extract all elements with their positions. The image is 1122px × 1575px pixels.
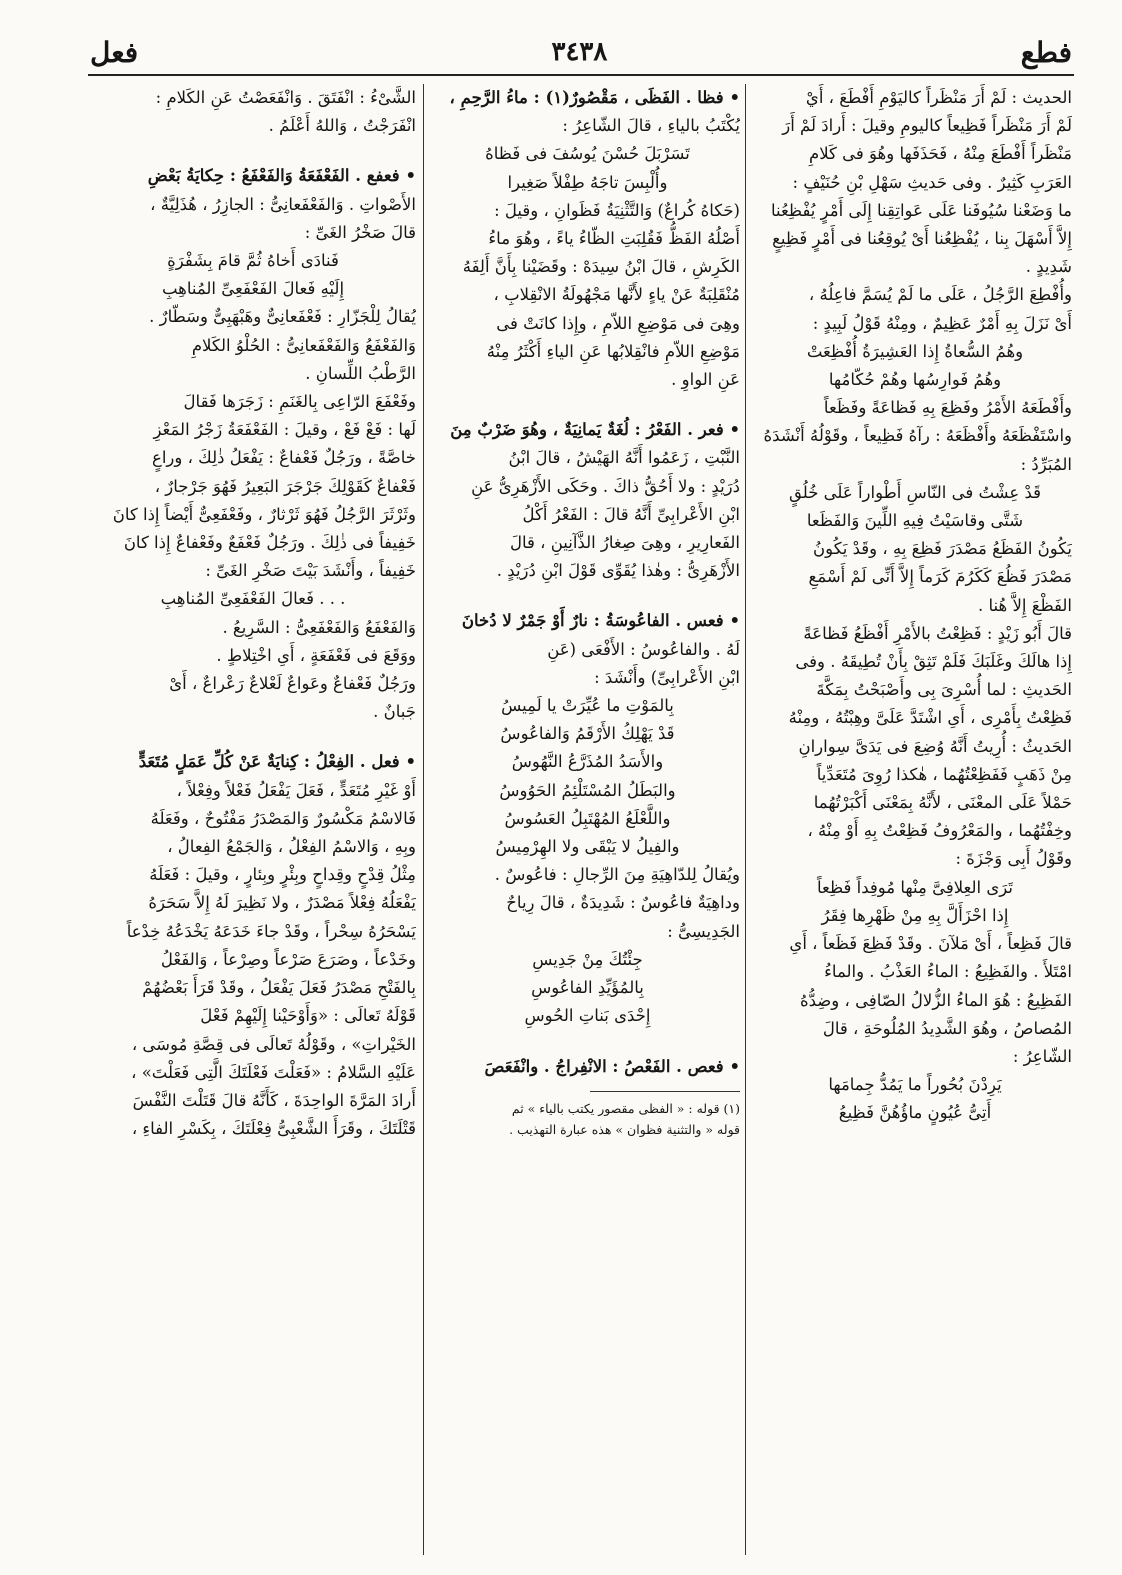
text-line: مِنْ ذَهَبٍ فَفَظِعْتُهُما ، هٰكذا رُوِىَ مُتَعَدِّياً — [816, 764, 1072, 784]
text-line: وبِهِ ، وَالاسْمُ الفِعْلُ ، وَالجَمْعُ الفِعالُ ، — [167, 837, 416, 857]
text-line: امْتَلأَ . والفَظِيعُ : الماءُ العَذْبُ . والماءُ — [824, 962, 1072, 982]
footnote-line: (١) قوله : « الفظى مقصور يكتب بالياء » ثم — [511, 1100, 740, 1116]
text-line: لَمْ أَرَ مَنْظَراً فَظِيعاً كاليومِ وقيلَ : أَرادَ لَمْ أَرَ — [782, 116, 1072, 136]
text-line: فَالاسْمُ مَكْسُورٌ وَالمَصْدَرُ مَفْتُوحٌ ، وفَعَلَهُ — [150, 808, 416, 828]
verse-line: يَرِدْنَ بُحُوراً ما يَمُدُّ جِمامَها — [828, 1075, 1002, 1095]
text-line: ما وَضَعْنا سُيُوفَنا عَلَى عَواتِقِنا إِلَى أَمْرٍ يُفْظِعُنا — [770, 200, 1072, 220]
text-line: فَعْفاعٌ كَقَوْلِكَ جَرْجَرَ البَعِيرُ فَهُوَ جَرْجارٌ ، — [154, 476, 416, 496]
verse-line: والأَسَدُ المُذَرَّعُ النَّهُوسُ — [511, 752, 664, 772]
text-line: قَوْلَهُ تَعالَى : «وَأَوْحَيْنا إِلَيْهِمْ فَعْلَ — [200, 1006, 416, 1026]
text-line: جَبانٌ . — [373, 702, 416, 722]
text-line: وأُفْطِعَ الرَّجُلُ ، عَلَى ما لَمْ يُسَمَّ فاعِلُهُ ، — [808, 285, 1072, 305]
text-line: الخَيْراتِ» ، وقَوْلُهُ تَعالَى فى قِصَّةِ مُوسَى ، — [131, 1034, 416, 1054]
entry-heading-fafa: • فعفع . الفَعْفَعَةُ وَالفَعْفَعُ : حِكايَةُ بَعْضِ — [90, 162, 416, 190]
text-line: وهِىَ فى مَوْضِعِ اللاّمِ ، وإِذا كانَتْ فى — [496, 313, 740, 333]
text-line: (حَكاهُ كُراعٌ) وَالتَّثْنِيَةُ فَظَوانِ ، وقيلَ : — [494, 200, 740, 220]
page-number: ٣٤٣٨ — [551, 37, 608, 67]
text-line: وخِفْتُهُما ، والمَعْرُوفُ فَظِعْتُ بِهِ أَوْ مِنْهُ ، — [807, 821, 1072, 841]
column-divider — [423, 84, 424, 1555]
text-line: الرَّطْبُ اللِّسانِ . — [305, 363, 416, 383]
text-line: مُنْقَلِبَةٌ عَنْ ياءٍ لأَنَّها مَجْهُولَةُ الانْقِلابِ ، — [493, 285, 740, 305]
text-line: الفَظْعَ إِلاَّ هُنا . — [978, 595, 1072, 615]
text-line: مِثْلُ قِدْحٍ وقِداحٍ وبِئْرٍ وبِئارٍ ، وقيلَ : فَعَلَهُ — [149, 865, 416, 885]
text-line: انْفَرَجْتُ ، وَاللهُ أَعْلَمُ . — [268, 116, 416, 136]
text-line: وخَدْعاً ، وصَرَعَ صَرْعاً وصِرْعاً ، وَالفَعْلُ — [160, 949, 416, 969]
text-line: الكَرِشِ ، قالَ ابْنُ سِيدَهْ : وقَضَيْنا بِأَنَّ أَلِفَهُ — [462, 257, 740, 277]
entry-gap — [90, 140, 416, 162]
verse-line: تَرَى العِلافِىَّ مِنْها مُوفِداً فَظِعاً — [816, 877, 1013, 897]
text-line: مَوْضِعِ اللاّمِ فانْقِلابُها عَنِ الياءِ أَكْثَرُ مِنْهُ — [486, 341, 740, 361]
verse-line: بِالمَوْتِ ما عُيِّرَتْ يا لَمِيسُ — [501, 696, 674, 716]
text-line: شَدِيدٍ . — [1025, 257, 1072, 277]
text-line: الأَصْواتِ . وَالفَعْفَعانِىُّ : الجازِرُ ، هُذَلِيَّةٌ ، — [150, 194, 416, 214]
text-line: أَرادَ المَرَّةَ الواحِدَةَ ، كَأَنَّهُ قالَ قَتَلْتَ النَّفْسَ — [132, 1090, 416, 1110]
text-line: الشَّىْءُ : انْفَتَقَ . وَانْفَعَصْتُ عَنِ الكَلامِ : — [155, 88, 416, 107]
verse-line: إِلَيْهِ فَعالَ الفَعْفَعِىِّ المُناهِبِ — [161, 279, 345, 299]
verse-line: فَنادَى أَخاهُ ثُمَّ قامَ بِشَفْرَةٍ — [167, 251, 339, 271]
header-right-word: فطع — [1020, 35, 1072, 69]
text-line: إِلاَّ أَسْهَلَ بِنا ، يُفْظِعُنا أَىْ يُوقِعُنا فى أَمْرٍ فَظِيعٍ — [772, 229, 1072, 249]
verse-line: وأُلْبِسَ تاجَهُ طِفْلاً صَغِيرا — [507, 172, 668, 192]
text-line: وفَعْفَعَ الرّاعِى بِالغَنَمِ : زَجَرَها فَقالَ — [183, 392, 416, 412]
text-line: واسْتَفْظَعَهُ وأَفْظَعَهُ : رآهُ فَظِيعاً ، وقَوْلُهُ أَنْشَدَهُ — [763, 426, 1072, 446]
text-line: يَسْحَرُهُ سِحْراً ، وقَدْ جاءَ خَدَعَهُ يَخْدَعُهُ خِدْعاً — [126, 921, 416, 941]
text-line: دُرَيْدٍ : ولا أَحُقُّ ذاكَ . وحَكَى الأَزْهَرِىُّ عَنِ — [471, 476, 740, 496]
verse-line: وهُمُ السُّعاةُ إِذا العَشِيرَةُ أُفْظِعَتْ — [806, 341, 1024, 361]
verse-line: . . . فَعالَ الفَعْفَعِىِّ المُناهِبِ — [160, 589, 346, 609]
text-line: مَصْدَرَ فَظُعَ كَكَرُمَ كَرَماً إِلاَّ أَنِّى لَمْ أَسْمَعِ — [808, 567, 1072, 587]
text-line: وَالفَعْفَعُ وَالفَعْفَعِىُّ : السَّرِيعُ . — [222, 617, 416, 637]
text-line: المُبَرِّدُ : — [1020, 454, 1072, 474]
verse-line: إِذا احْزَأَلَّ بِهِ مِنْ ظَهْرِها فِقَرُ — [821, 905, 1009, 925]
text-line: قالَ أَبُو زَيْدٍ : فَظِعْتُ بالأَمْرِ أَفْظَعُ فَظاعَةً — [803, 623, 1072, 643]
verse-line: أَتِىُّ عُيُونٍ ماؤُهُنَّ فَظِيعُ — [838, 1103, 992, 1123]
verse-line: جِئْتُكَ مِنْ جَدِيسِ — [532, 949, 643, 969]
text-line: يُقالُ لِلْجَزّارِ : فَعْفَعانِىٌّ وهَبْهَبِىٌّ وسَطّارٌ . — [149, 307, 416, 327]
text-line: الشّاعِرُ : — [1012, 1046, 1072, 1066]
header-left-word: فعل — [90, 35, 139, 69]
text-line: يُكْتَبُ بالياءِ ، قالَ الشّاعِرُ : — [562, 116, 740, 136]
verse-line: واللَّعْلَعُ المُهْتَبِلُ العَسُوسُ — [504, 808, 671, 828]
entry-gap — [435, 585, 740, 607]
text-line: حَمْلاً عَلَى المعْنَى ، لأَنَّهُ بِمَعْنَى أَكْبَرْتُهُما — [813, 793, 1072, 813]
column-middle — [435, 84, 740, 1551]
entry-gap — [435, 394, 740, 416]
text-line: عَنِ الواوِ . — [671, 370, 740, 390]
text-line: الفَظِيعُ : هُوَ الماءُ الزُّلالُ الصّافِى ، وضِدُّهُ — [799, 990, 1072, 1010]
entry-heading-fal: • فعل . الفِعْلُ : كِنايَةٌ عَنْ كُلِّ عَمَلٍ مُتَعَدٍّ — [90, 748, 416, 776]
text-line: أَوْ غَيْرِ مُتَعَدٍّ ، فَعَلَ يَفْعَلُ فَعْلاً وفِعْلاً ، — [176, 780, 416, 800]
entry-gap — [435, 1031, 740, 1053]
text-line: ويُقالُ لِلدّاهِيَةِ مِنَ الرِّجالِ : فاعُوسٌ . — [494, 865, 740, 885]
verse-line: وهُمُ فَوارِسُها وهُمْ حُكّامُها — [828, 370, 1002, 390]
header-rule — [88, 74, 1074, 76]
entry-gap — [90, 726, 416, 748]
verse-line: بِالمُؤَيِّدِ الفاعُوسِ — [531, 978, 644, 998]
text-line: أَىْ نَزَلَ بِهِ أَمْرٌ عَظِيمٌ ، ومِنْهُ قَوْلُ لَبِيدٍ : — [812, 313, 1072, 333]
column-divider — [745, 84, 746, 1555]
entry-heading-far: • فعر . الفَعْرُ : لُغَةٌ يَمانِيَةٌ ، وهُوَ ضَرْبٌ مِنَ — [435, 416, 740, 444]
text-line: الجَدِيسِىُّ : — [667, 921, 740, 941]
text-line: ووَقَعَ فى فَعْفَعَةٍ ، أَىِ اخْتِلاطٍ . — [216, 645, 416, 665]
text-line: وثَرْثَرَ الرَّجُلُ فَهُوَ ثَرْثارٌ ، وفَعْفَعِىٌّ أَيْضاً إِذا كانَ — [112, 504, 416, 524]
text-line: أَصْلُهُ الفَظُّ فَقُلِبَتِ الظّاءُ ياءً ، وهُوَ ماءُ — [488, 229, 740, 249]
entry-heading-fas: • فعس . الفاعُوسَةُ : نارٌ أَوْ جَمْرٌ لا دُخانَ — [435, 607, 740, 635]
text-line: يَفْعَلُهُ فِعْلاً مَصْدَرٌ ، ولا نَظِيرَ لَهُ إِلاَّ سَحَرَهُ — [148, 893, 416, 913]
text-line: الأَزْهَرِىُّ : وهٰذا يُقَوِّى قَوْلَ ابْنِ دُرَيْدٍ . — [496, 561, 740, 581]
text-line: الحَديثُ : أُرِيتُ أَنَّهُ وُضِعَ فى يَدَىَّ سِوارانِ — [798, 736, 1072, 756]
text-line: خَفِيفاً فى ذٰلِكَ . ورَجُلٌ فَعْفَعٌ وفَعْفاعٌ إِذا كانَ — [123, 533, 416, 553]
verse-line: والبَطَلُ المُسْتَلْئِمُ الحَوُوسُ — [499, 780, 676, 800]
text-line: وَالفَعْفَعُ وَالفَعْفَعانِىُّ : الحُلْوُ الكَلامِ — [191, 335, 416, 355]
verse-line: تَسَرْبَلَ حُسْنَ يُوسُفَ فى فَظاهُ — [485, 144, 690, 164]
verse-line: قَدْ يَهْلِكُ الأَرْقَمُ وَالفاعُوسُ — [500, 724, 675, 744]
text-line: قَتْلَتَكَ ، وقَرَأَ الشَّعْبِىُّ فِعْلَتَكَ ، بِكَسْرِ الفاءِ ، — [131, 1119, 416, 1139]
page-header — [90, 30, 1072, 74]
text-line: الحديث : لَمْ أَرَ مَنْظَراً كاليَوْمِ أَفْطَعَ ، أَيْ — [805, 88, 1072, 107]
text-line: المُصاصُ ، وهُوَ الشَّدِيدُ المُلُوحَةِ ، قالَ — [822, 1018, 1072, 1038]
entry-heading-fas2: • فعص . الفَعْصُ : الانْفِراجُ . وانْفَعَصَ — [435, 1053, 740, 1081]
text-line: خَفِيفاً ، وأَنْشَدَ بَيْتَ صَخْرِ الغَىِّ : — [205, 561, 416, 581]
text-line: ابْنِ الأَعْرابِىِّ) وأَنْشَدَ : — [594, 667, 740, 687]
footnote-line: قوله « والتثنية فظوان » هذه عبارة التهذيب . — [509, 1121, 740, 1137]
column-left — [90, 84, 416, 1551]
text-line: الفَعارِيرِ ، وهِىَ صِغارُ الذَّآنِينِ ، قالَ — [509, 533, 740, 553]
text-line: خاصَّةً ، ورَجُلٌ فَعْفاعٌ : يَفْعَلُ ذٰلِكَ ، وراعٍ — [152, 448, 416, 468]
text-line: لَها : فَعْ فَعْ ، وقيلَ : الفَعْفَعَةُ زَجْرُ المَعْزِ — [153, 420, 416, 440]
text-line: يَكُونُ الفَظَعُ مَصْدَرَ فَظِعَ بِهِ ، وقَدْ يَكُونُ — [813, 539, 1072, 559]
text-line: فَظِعْتُ بِأَمْرِى ، أَىِ اشْتَدَّ عَلَىَّ وهِبْتُهُ ، ومِنْهُ — [788, 708, 1072, 728]
text-line: الحَديثِ : لما أُسْرِىَ بِى وأَصْبَحْتُ بِمَكَّةَ — [816, 680, 1072, 700]
verse-line: شَتَّى وقاسَيْتُ فِيهِ اللِّينَ وَالفَظَعا — [806, 511, 1024, 531]
text-line: لَهُ . والفاعُوسُ : الأَفْعَى (عَنِ — [547, 639, 740, 659]
verse-line: والفِيلُ لا يَبْقَى ولا الهِرْمِيسُ — [495, 837, 680, 857]
text-line: ابْنِ الأَعْرابِىِّ أَنَّهُ قالَ : الفَعْرُ أَكْلُ — [522, 504, 740, 524]
text-line: عَلَيْهِ السَّلامُ : «فَعَلْتَ فَعْلَتَكَ الَّتِى فَعَلْتَ» ، — [131, 1062, 416, 1082]
verse-line: قَدْ عِشْتُ فى النّاسِ أَطْواراً عَلَى خُلُقٍ — [788, 482, 1042, 502]
text-line: إِذا هالَكَ وغَلَبَكَ فَلَمْ تَثِقْ بِأَنْ تُطِيقَهُ . وفى — [795, 652, 1072, 672]
text-line: النَّبْتِ ، زَعَمُوا أَنَّهُ الهَيْشُ ، قالَ ابْنُ — [508, 448, 740, 468]
text-line: وداهِيَةٌ فاعُوسٌ : شَدِيدَةٌ ، قالَ رِياحٌ — [506, 893, 740, 913]
text-line: العَرَبِ كَثِيرٌ . وفى حَديثِ سَهْلِ بْنِ حُنَيْفٍ : — [792, 172, 1072, 192]
text-line: قالَ صَخْرُ الغَىِّ : — [304, 222, 416, 242]
text-line: قالَ فَظِعاً ، أَىْ مَلآنَ . وقَدْ فَظِعَ فَظَعاً ، أَىِ — [789, 934, 1072, 954]
text-line: وأَفْطَعَهُ الأَمْرُ وفَظِعَ بِهِ فَظاعَةً وفَظَعاً — [823, 398, 1072, 418]
text-line: مَنْظَراً أَفْطَعَ مِنْهُ ، فَحَذَفَها وهُوَ فى كَلامِ — [808, 144, 1072, 164]
text-line: وقَوْلُ أَبِى وَجْزَةَ : — [955, 849, 1072, 869]
column-right — [758, 84, 1072, 1551]
footnote-rule — [590, 1091, 740, 1092]
text-line: بِالفَتْحِ مَصْدَرُ فَعَلَ يَفْعَلُ ، وقَدْ قَرَأَ بَعْضُهُمْ — [142, 978, 416, 998]
entry-heading-fza: • فظا . الفَظَى ، مَقْصُورٌ(١) : ماءُ الرَّحِمِ ، — [435, 84, 740, 112]
text-line: ورَجُلٌ فَعْفاعٌ وعَواعٌ لَعْلاعٌ رَعْراعٌ ، أَىْ — [169, 674, 416, 694]
verse-line: إِحْدَى بَناتِ الحُوسِ — [524, 1006, 651, 1026]
